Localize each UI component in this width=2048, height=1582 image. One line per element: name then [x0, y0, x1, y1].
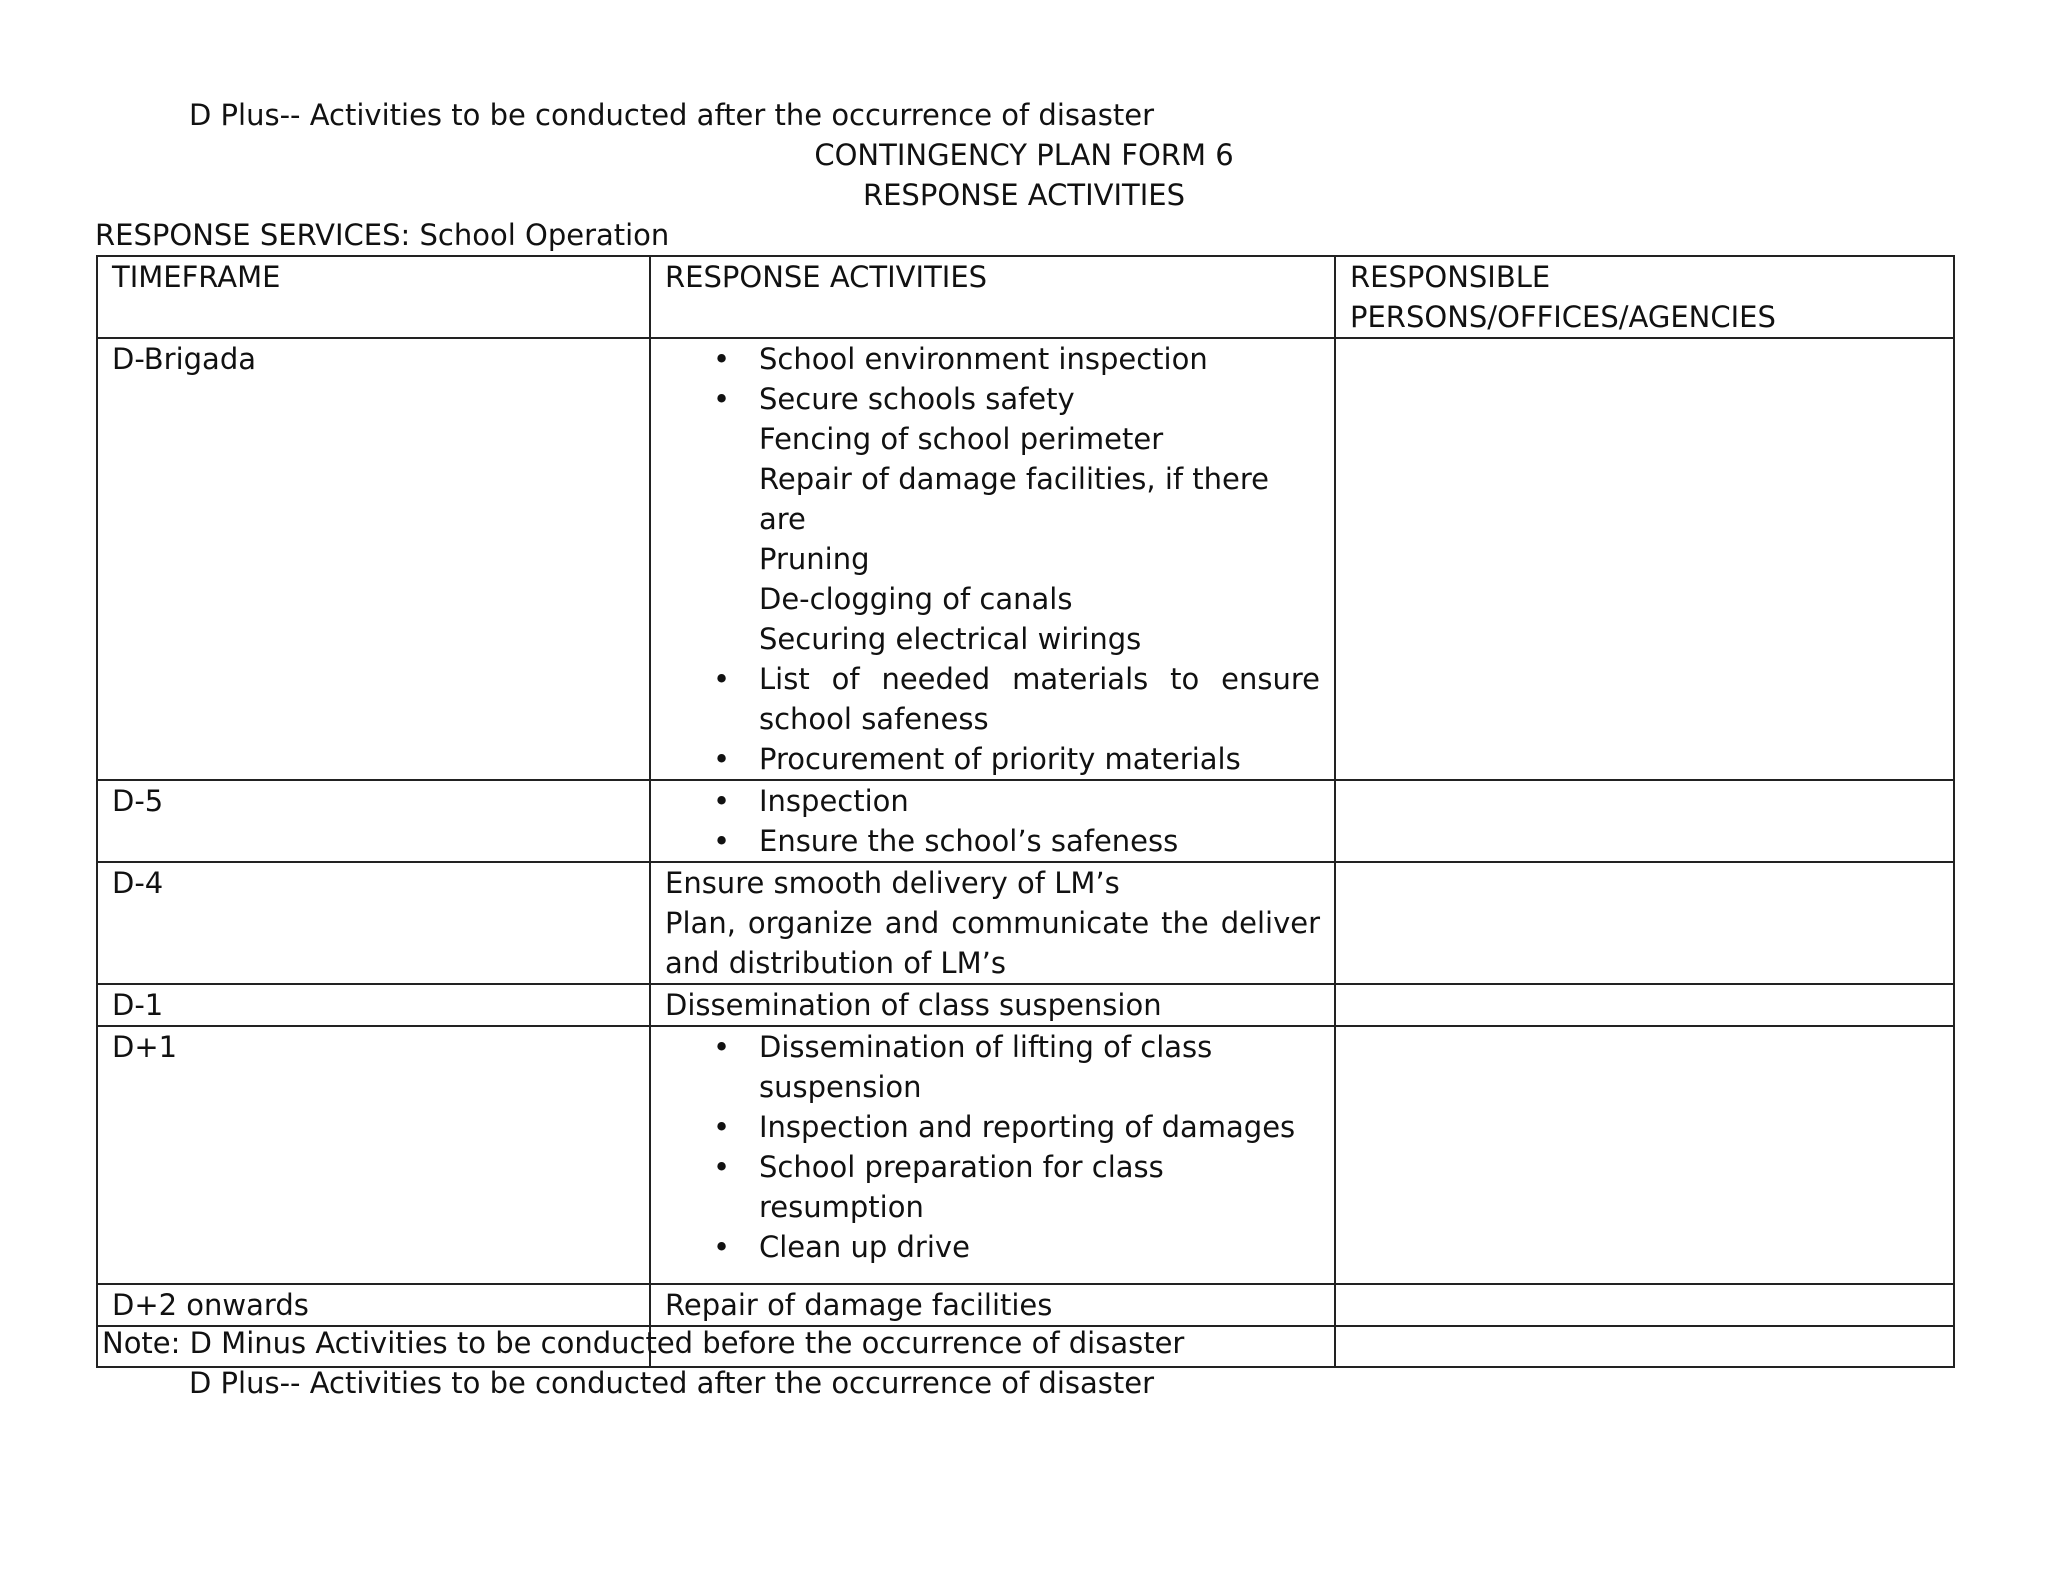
list-item: • Dissemination of lifting of class suspension [665, 1027, 1320, 1107]
table-row [97, 1026, 1954, 1284]
responsible-cell [1335, 1026, 1954, 1284]
activity-list [665, 339, 1320, 779]
responsible-cell [1335, 984, 1954, 1026]
table-header-row [97, 256, 1954, 338]
list-item: • Procurement of priority materials [665, 739, 1320, 779]
list-item: • Clean up drive [665, 1227, 1320, 1267]
list-item: • School preparation for class resumption [665, 1147, 1320, 1227]
activities-cell [650, 1026, 1335, 1284]
list-item: • Secure schools safety [665, 379, 1320, 419]
table-row [97, 780, 1954, 862]
top-note: D Plus-- Activities to be conducted after the occurrence of disaster [189, 98, 1155, 132]
responsible-cell [1335, 1326, 1954, 1367]
activity-text: Dissemination of class suspension [665, 988, 1162, 1022]
list-item: • Inspection and reporting of damages [665, 1107, 1320, 1147]
list-item: • Ensure the school’s safeness [665, 821, 1320, 861]
timeframe-cell: D-Brigada [97, 338, 650, 780]
activities-cell [650, 338, 1335, 780]
activity-list [665, 1027, 1320, 1267]
timeframe-cell: D+1 [97, 1026, 650, 1284]
timeframe-cell: D-1 [97, 984, 650, 1026]
header-response-activities: RESPONSE ACTIVITIES [650, 256, 1335, 338]
activity-text: Repair of damage facilities [665, 1288, 1053, 1322]
header-responsible: RESPONSIBLE PERSONS/OFFICES/AGENCIES [1335, 256, 1954, 338]
timeframe-cell: D+2 onwards [97, 1284, 650, 1326]
activities-cell [650, 862, 1335, 984]
list-item: De-clogging of canals [759, 582, 1073, 616]
table-row [97, 338, 1954, 780]
list-item: Fencing of school perimeter [759, 422, 1164, 456]
list-item: Pruning [759, 542, 870, 576]
activities-cell [650, 1284, 1335, 1326]
header-timeframe: TIMEFRAME [97, 256, 650, 338]
timeframe-cell: D-4 [97, 862, 650, 984]
list-item: • Inspection [665, 781, 1320, 821]
activity-list [665, 781, 1320, 861]
activities-cell [650, 984, 1335, 1026]
form-title: CONTINGENCY PLAN FORM 6 [814, 138, 1234, 172]
responsible-cell [1335, 862, 1954, 984]
activity-text: Ensure smooth delivery of LM’s [665, 866, 1120, 900]
note-d-plus: D Plus-- Activities to be conducted after the occurrence of disaster [189, 1366, 1155, 1400]
activities-cell [650, 780, 1335, 862]
response-activities-table [96, 255, 1955, 1368]
response-services-label: RESPONSE SERVICES: School Operation [95, 218, 670, 252]
list-item: Securing electrical wirings [759, 622, 1142, 656]
note-d-minus: Note: D Minus Activities to be conducted before the occurrence of disaster [102, 1326, 1185, 1360]
table-row [97, 984, 1954, 1026]
form-subtitle: RESPONSE ACTIVITIES [862, 178, 1186, 212]
responsible-cell [1335, 1284, 1954, 1326]
timeframe-cell: D-5 [97, 780, 650, 862]
table-row [97, 1284, 1954, 1326]
responsible-cell [1335, 338, 1954, 780]
list-item: • School environment inspection [665, 339, 1320, 379]
list-item: • List of needed materials to ensure school safeness [665, 659, 1320, 739]
activity-text: Plan, organize and communicate the deliver and distribution of LM’s [665, 906, 1320, 980]
responsible-cell [1335, 780, 1954, 862]
table-row [97, 862, 1954, 984]
list-item: Repair of damage facilities, if there are [759, 462, 1270, 536]
